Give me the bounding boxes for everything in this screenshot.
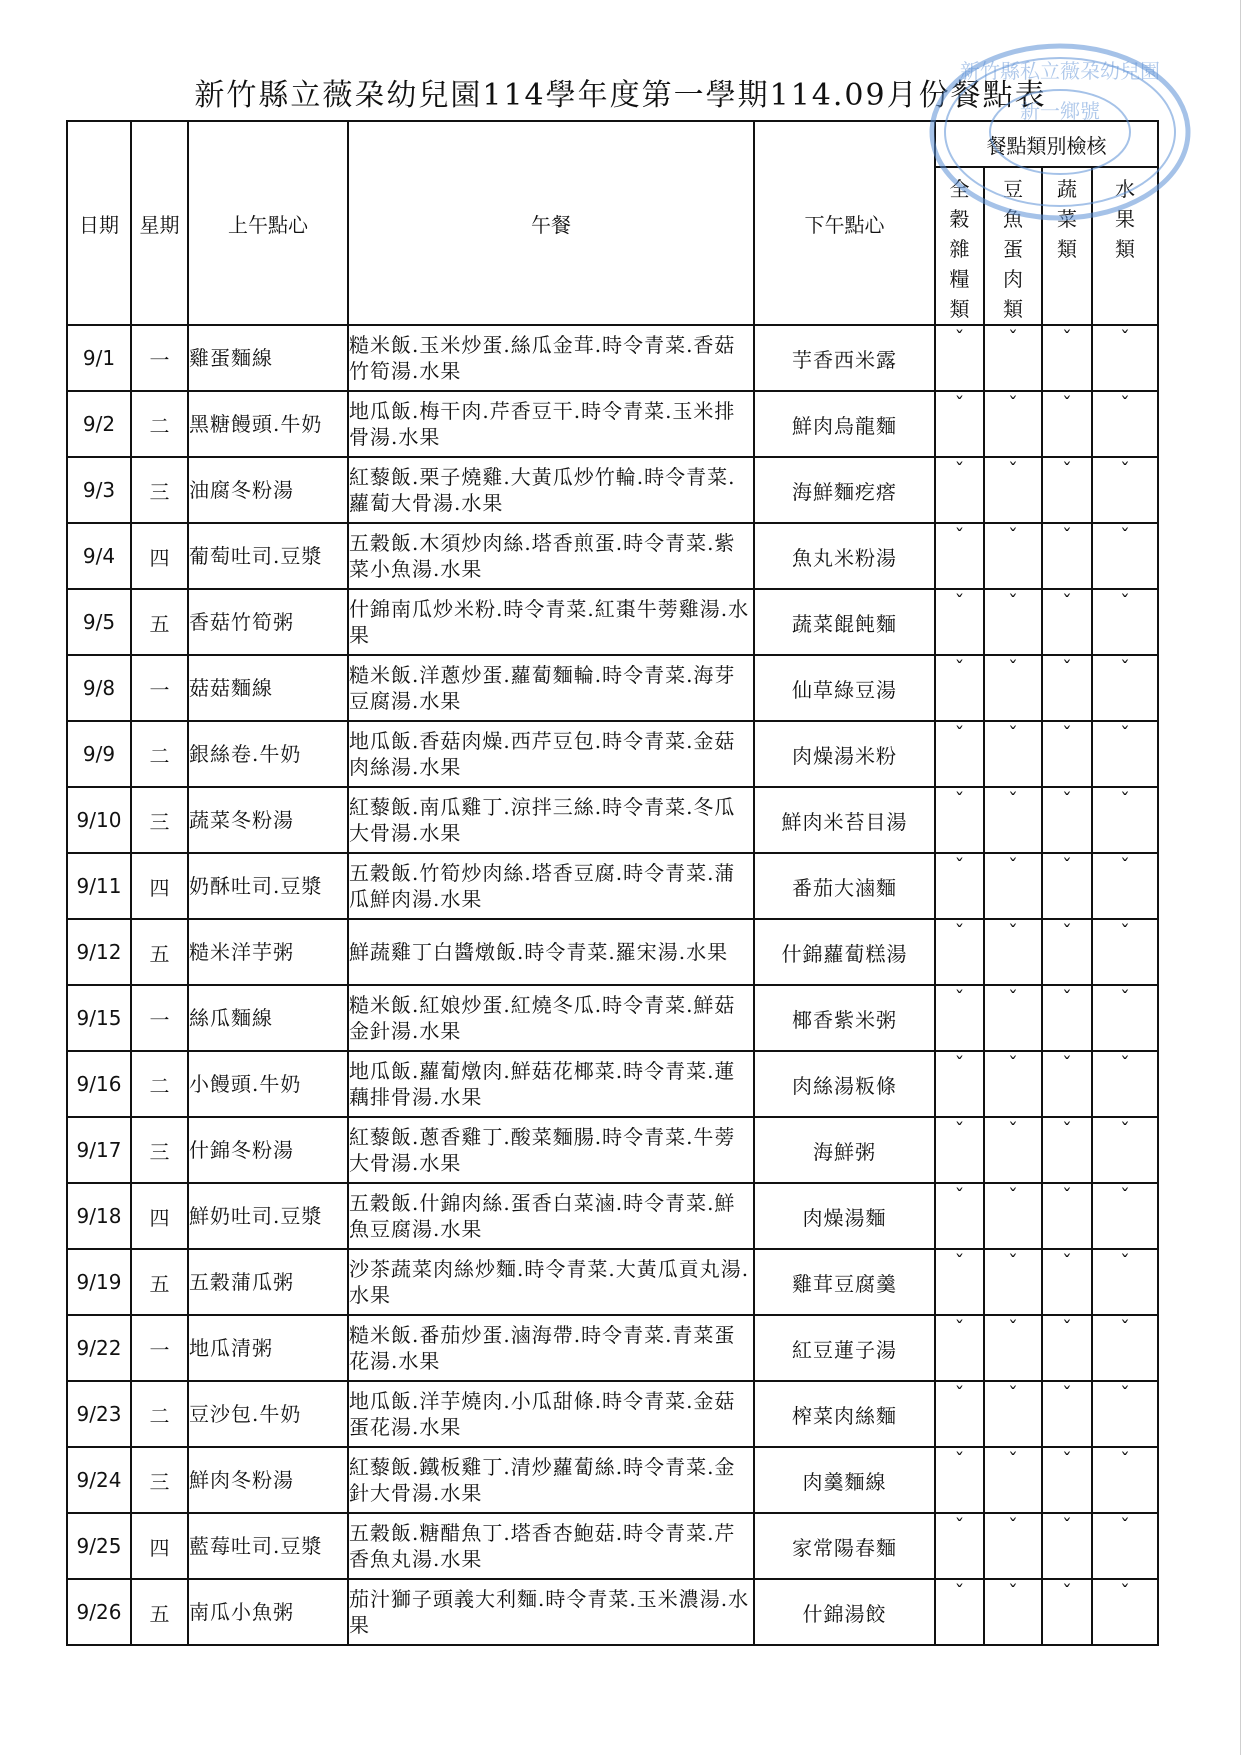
lunch-cell: 紅藜飯.南瓜雞丁.涼拌三絲.時令青菜.冬瓜大骨湯.水果 — [348, 787, 754, 853]
check-mark: ˇ — [1092, 985, 1158, 1051]
morning-snack-cell: 鮮肉冬粉湯 — [188, 1447, 348, 1513]
date-cell: 9/2 — [67, 391, 131, 457]
check-mark: ˇ — [935, 787, 984, 853]
table-row — [67, 1183, 1158, 1249]
afternoon-snack-cell: 雞茸豆腐羹 — [754, 1249, 935, 1315]
check-mark: ˇ — [1042, 325, 1092, 391]
lunch-cell: 糙米飯.番茄炒蛋.滷海帶.時令青菜.青菜蛋花湯.水果 — [348, 1315, 754, 1381]
lunch-cell: 五穀飯.木須炒肉絲.塔香煎蛋.時令青菜.紫菜小魚湯.水果 — [348, 523, 754, 589]
check-mark: ˇ — [935, 1051, 984, 1117]
check-mark: ˇ — [1092, 1051, 1158, 1117]
page-title: 新竹縣立薇朶幼兒園114學年度第一學期114.09月份餐點表 — [194, 78, 1047, 113]
lunch-cell: 地瓜飯.蘿蔔燉肉.鮮菇花椰菜.時令青菜.蓮藕排骨湯.水果 — [348, 1051, 754, 1117]
afternoon-snack-cell: 鮮肉烏龍麵 — [754, 391, 935, 457]
check-mark: ˇ — [1042, 1513, 1092, 1579]
morning-snack-cell: 藍莓吐司.豆漿 — [188, 1513, 348, 1579]
lunch-cell: 什錦南瓜炒米粉.時令青菜.紅棗牛蒡雞湯.水果 — [348, 589, 754, 655]
morning-snack-cell: 豆沙包.牛奶 — [188, 1381, 348, 1447]
weekday-cell: 二 — [131, 1381, 188, 1447]
morning-snack-cell: 小饅頭.牛奶 — [188, 1051, 348, 1117]
table-row — [67, 457, 1158, 523]
header-date: 日期 — [67, 121, 131, 325]
table-row — [67, 1117, 1158, 1183]
weekday-cell: 二 — [131, 1051, 188, 1117]
weekday-cell: 一 — [131, 1315, 188, 1381]
date-cell: 9/23 — [67, 1381, 131, 1447]
check-mark: ˇ — [984, 655, 1042, 721]
check-mark: ˇ — [1042, 655, 1092, 721]
afternoon-snack-cell: 肉羹麵線 — [754, 1447, 935, 1513]
morning-snack-cell: 香菇竹筍粥 — [188, 589, 348, 655]
check-mark: ˇ — [984, 853, 1042, 919]
morning-snack-cell: 奶酥吐司.豆漿 — [188, 853, 348, 919]
check-mark: ˇ — [984, 1315, 1042, 1381]
date-cell: 9/17 — [67, 1117, 131, 1183]
check-mark: ˇ — [984, 721, 1042, 787]
check-mark: ˇ — [1042, 721, 1092, 787]
weekday-cell: 五 — [131, 1579, 188, 1645]
lunch-cell: 五穀飯.糖醋魚丁.塔香杏鮑菇.時令青菜.芹香魚丸湯.水果 — [348, 1513, 754, 1579]
check-mark: ˇ — [935, 853, 984, 919]
check-mark: ˇ — [1042, 1447, 1092, 1513]
check-mark: ˇ — [984, 1117, 1042, 1183]
afternoon-snack-cell: 芋香西米露 — [754, 325, 935, 391]
header-weekday: 星期 — [131, 121, 188, 325]
check-mark: ˇ — [984, 325, 1042, 391]
header-check-label: 豆魚蛋肉類 — [1003, 177, 1023, 321]
date-cell: 9/10 — [67, 787, 131, 853]
check-mark: ˇ — [935, 721, 984, 787]
official-seal-stamp — [928, 40, 1193, 225]
header-lunch: 午餐 — [348, 121, 754, 325]
afternoon-snack-cell: 椰香紫米粥 — [754, 985, 935, 1051]
date-cell: 9/3 — [67, 457, 131, 523]
weekday-cell: 五 — [131, 589, 188, 655]
afternoon-snack-cell: 魚丸米粉湯 — [754, 523, 935, 589]
lunch-cell: 糙米飯.洋蔥炒蛋.蘿蔔麵輪.時令青菜.海芽豆腐湯.水果 — [348, 655, 754, 721]
check-mark: ˇ — [984, 1447, 1042, 1513]
check-mark: ˇ — [1042, 589, 1092, 655]
check-mark: ˇ — [984, 1579, 1042, 1645]
table-row — [67, 325, 1158, 391]
weekday-cell: 一 — [131, 655, 188, 721]
afternoon-snack-cell: 肉絲湯粄條 — [754, 1051, 935, 1117]
lunch-cell: 紅藜飯.栗子燒雞.大黃瓜炒竹輪.時令青菜.蘿蔔大骨湯.水果 — [348, 457, 754, 523]
afternoon-snack-cell: 海鮮粥 — [754, 1117, 935, 1183]
morning-snack-cell: 鮮奶吐司.豆漿 — [188, 1183, 348, 1249]
table-row — [67, 721, 1158, 787]
weekday-cell: 二 — [131, 721, 188, 787]
afternoon-snack-cell: 肉燥湯米粉 — [754, 721, 935, 787]
lunch-cell: 地瓜飯.梅干肉.芹香豆干.時令青菜.玉米排骨湯.水果 — [348, 391, 754, 457]
check-mark: ˇ — [935, 1249, 984, 1315]
lunch-cell: 五穀飯.竹筍炒肉絲.塔香豆腐.時令青菜.蒲瓜鮮肉湯.水果 — [348, 853, 754, 919]
date-cell: 9/5 — [67, 589, 131, 655]
check-mark: ˇ — [935, 589, 984, 655]
check-mark: ˇ — [935, 325, 984, 391]
weekday-cell: 五 — [131, 1249, 188, 1315]
table-row — [67, 523, 1158, 589]
table-row — [67, 853, 1158, 919]
table-row — [67, 1249, 1158, 1315]
check-mark: ˇ — [1092, 1117, 1158, 1183]
table-row — [67, 1579, 1158, 1645]
check-mark: ˇ — [1042, 391, 1092, 457]
table-row — [67, 1381, 1158, 1447]
check-mark: ˇ — [1092, 655, 1158, 721]
check-mark: ˇ — [935, 1381, 984, 1447]
lunch-cell: 糙米飯.紅娘炒蛋.紅燒冬瓜.時令青菜.鮮菇金針湯.水果 — [348, 985, 754, 1051]
check-mark: ˇ — [935, 457, 984, 523]
lunch-cell: 地瓜飯.洋芋燒肉.小瓜甜條.時令青菜.金菇蛋花湯.水果 — [348, 1381, 754, 1447]
weekday-cell: 二 — [131, 391, 188, 457]
weekday-cell: 四 — [131, 523, 188, 589]
check-mark: ˇ — [984, 1249, 1042, 1315]
lunch-cell: 茄汁獅子頭義大利麵.時令青菜.玉米濃湯.水果 — [348, 1579, 754, 1645]
check-mark: ˇ — [1092, 919, 1158, 985]
date-cell: 9/1 — [67, 325, 131, 391]
morning-snack-cell: 蔬菜冬粉湯 — [188, 787, 348, 853]
afternoon-snack-cell: 什錦蘿蔔糕湯 — [754, 919, 935, 985]
stamp-line: 新竹縣私立薇朶幼兒園 — [960, 59, 1160, 83]
check-mark: ˇ — [984, 985, 1042, 1051]
table-row — [67, 1051, 1158, 1117]
date-cell: 9/12 — [67, 919, 131, 985]
check-mark: ˇ — [935, 985, 984, 1051]
check-mark: ˇ — [1092, 1249, 1158, 1315]
morning-snack-cell: 銀絲卷.牛奶 — [188, 721, 348, 787]
weekday-cell: 一 — [131, 985, 188, 1051]
header-check-label: 全穀雜糧類 — [949, 177, 970, 321]
lunch-cell: 五穀飯.什錦肉絲.蛋香白菜滷.時令青菜.鮮魚豆腐湯.水果 — [348, 1183, 754, 1249]
date-cell: 9/19 — [67, 1249, 131, 1315]
date-cell: 9/15 — [67, 985, 131, 1051]
morning-snack-cell: 什錦冬粉湯 — [188, 1117, 348, 1183]
afternoon-snack-cell: 紅豆蓮子湯 — [754, 1315, 935, 1381]
weekday-cell: 四 — [131, 853, 188, 919]
header-afternoon-snack: 下午點心 — [754, 121, 935, 325]
check-mark: ˇ — [1092, 1513, 1158, 1579]
stamp-line: 新一鄉號 — [1020, 99, 1100, 123]
check-mark: ˇ — [1042, 1579, 1092, 1645]
table-row — [67, 1513, 1158, 1579]
check-mark: ˇ — [984, 589, 1042, 655]
check-mark: ˇ — [984, 1051, 1042, 1117]
check-mark: ˇ — [1042, 985, 1092, 1051]
table-row — [67, 1447, 1158, 1513]
check-mark: ˇ — [984, 1183, 1042, 1249]
morning-snack-cell: 絲瓜麵線 — [188, 985, 348, 1051]
afternoon-snack-cell: 什錦湯餃 — [754, 1579, 935, 1645]
date-cell: 9/11 — [67, 853, 131, 919]
weekday-cell: 三 — [131, 1447, 188, 1513]
afternoon-snack-cell: 榨菜肉絲麵 — [754, 1381, 935, 1447]
header-check-label: 水果類 — [1115, 177, 1135, 261]
check-mark: ˇ — [1092, 457, 1158, 523]
afternoon-snack-cell: 肉燥湯麵 — [754, 1183, 935, 1249]
check-mark: ˇ — [1092, 1381, 1158, 1447]
morning-snack-cell: 南瓜小魚粥 — [188, 1579, 348, 1645]
check-mark: ˇ — [935, 1117, 984, 1183]
afternoon-snack-cell: 番茄大滷麵 — [754, 853, 935, 919]
weekday-cell: 五 — [131, 919, 188, 985]
afternoon-snack-cell: 仙草綠豆湯 — [754, 655, 935, 721]
afternoon-snack-cell: 蔬菜餛飩麵 — [754, 589, 935, 655]
check-mark: ˇ — [1092, 523, 1158, 589]
date-cell: 9/16 — [67, 1051, 131, 1117]
weekday-cell: 一 — [131, 325, 188, 391]
check-mark: ˇ — [984, 523, 1042, 589]
weekday-cell: 三 — [131, 787, 188, 853]
check-mark: ˇ — [1042, 1051, 1092, 1117]
table-row — [67, 787, 1158, 853]
check-mark: ˇ — [1092, 1315, 1158, 1381]
check-mark: ˇ — [984, 1513, 1042, 1579]
afternoon-snack-cell: 鮮肉米苔目湯 — [754, 787, 935, 853]
check-mark: ˇ — [935, 1579, 984, 1645]
table-row — [67, 655, 1158, 721]
check-mark: ˇ — [1042, 853, 1092, 919]
morning-snack-cell: 油腐冬粉湯 — [188, 457, 348, 523]
meal-schedule-table — [66, 120, 1159, 1646]
date-cell: 9/26 — [67, 1579, 131, 1645]
check-mark: ˇ — [1092, 1579, 1158, 1645]
date-cell: 9/9 — [67, 721, 131, 787]
check-mark: ˇ — [1042, 1183, 1092, 1249]
date-cell: 9/24 — [67, 1447, 131, 1513]
check-mark: ˇ — [1092, 721, 1158, 787]
check-mark: ˇ — [935, 1447, 984, 1513]
table-row — [67, 919, 1158, 985]
check-mark: ˇ — [1092, 1447, 1158, 1513]
morning-snack-cell: 黑糖饅頭.牛奶 — [188, 391, 348, 457]
date-cell: 9/8 — [67, 655, 131, 721]
check-mark: ˇ — [935, 391, 984, 457]
lunch-cell: 糙米飯.玉米炒蛋.絲瓜金茸.時令青菜.香菇竹筍湯.水果 — [348, 325, 754, 391]
check-mark: ˇ — [935, 1513, 984, 1579]
meal-rows — [67, 325, 1158, 1645]
lunch-cell: 沙茶蔬菜肉絲炒麵.時令青菜.大黃瓜貢丸湯.水果 — [348, 1249, 754, 1315]
check-mark: ˇ — [984, 457, 1042, 523]
lunch-cell: 紅藜飯.蔥香雞丁.酸菜麵腸.時令青菜.牛蒡大骨湯.水果 — [348, 1117, 754, 1183]
check-mark: ˇ — [1042, 919, 1092, 985]
check-mark: ˇ — [1092, 589, 1158, 655]
lunch-cell: 紅藜飯.鐵板雞丁.清炒蘿蔔絲.時令青菜.金針大骨湯.水果 — [348, 1447, 754, 1513]
check-mark: ˇ — [1042, 1249, 1092, 1315]
afternoon-snack-cell: 海鮮麵疙瘩 — [754, 457, 935, 523]
date-cell: 9/4 — [67, 523, 131, 589]
check-mark: ˇ — [1042, 1315, 1092, 1381]
check-mark: ˇ — [984, 919, 1042, 985]
afternoon-snack-cell: 家常陽春麵 — [754, 1513, 935, 1579]
check-mark: ˇ — [1042, 523, 1092, 589]
check-mark: ˇ — [1042, 1381, 1092, 1447]
check-mark: ˇ — [1092, 853, 1158, 919]
header-check-label: 蔬菜類 — [1057, 177, 1077, 261]
check-mark: ˇ — [935, 1315, 984, 1381]
check-mark: ˇ — [984, 391, 1042, 457]
date-cell: 9/25 — [67, 1513, 131, 1579]
header-morning-snack: 上午點心 — [188, 121, 348, 325]
check-mark: ˇ — [935, 523, 984, 589]
check-mark: ˇ — [1092, 325, 1158, 391]
weekday-cell: 四 — [131, 1183, 188, 1249]
header-check-group: 餐點類別檢核 — [935, 121, 1158, 167]
check-mark: ˇ — [1092, 391, 1158, 457]
morning-snack-cell: 糙米洋芋粥 — [188, 919, 348, 985]
morning-snack-cell: 菇菇麵線 — [188, 655, 348, 721]
weekday-cell: 三 — [131, 1117, 188, 1183]
check-mark: ˇ — [1092, 787, 1158, 853]
weekday-cell: 三 — [131, 457, 188, 523]
table-row — [67, 985, 1158, 1051]
check-mark: ˇ — [1042, 787, 1092, 853]
table-row — [67, 1315, 1158, 1381]
weekday-cell: 四 — [131, 1513, 188, 1579]
check-mark: ˇ — [935, 655, 984, 721]
table-row — [67, 391, 1158, 457]
morning-snack-cell: 雞蛋麵線 — [188, 325, 348, 391]
table-row — [67, 589, 1158, 655]
check-mark: ˇ — [1092, 1183, 1158, 1249]
lunch-cell: 地瓜飯.香菇肉燥.西芹豆包.時令青菜.金菇肉絲湯.水果 — [348, 721, 754, 787]
date-cell: 9/18 — [67, 1183, 131, 1249]
morning-snack-cell: 五穀蒲瓜粥 — [188, 1249, 348, 1315]
check-mark: ˇ — [1042, 1117, 1092, 1183]
date-cell: 9/22 — [67, 1315, 131, 1381]
check-mark: ˇ — [984, 787, 1042, 853]
lunch-cell: 鮮蔬雞丁白醬燉飯.時令青菜.羅宋湯.水果 — [348, 919, 754, 985]
check-mark: ˇ — [1042, 457, 1092, 523]
morning-snack-cell: 地瓜清粥 — [188, 1315, 348, 1381]
check-mark: ˇ — [935, 1183, 984, 1249]
check-mark: ˇ — [984, 1381, 1042, 1447]
check-mark: ˇ — [935, 919, 984, 985]
morning-snack-cell: 葡萄吐司.豆漿 — [188, 523, 348, 589]
